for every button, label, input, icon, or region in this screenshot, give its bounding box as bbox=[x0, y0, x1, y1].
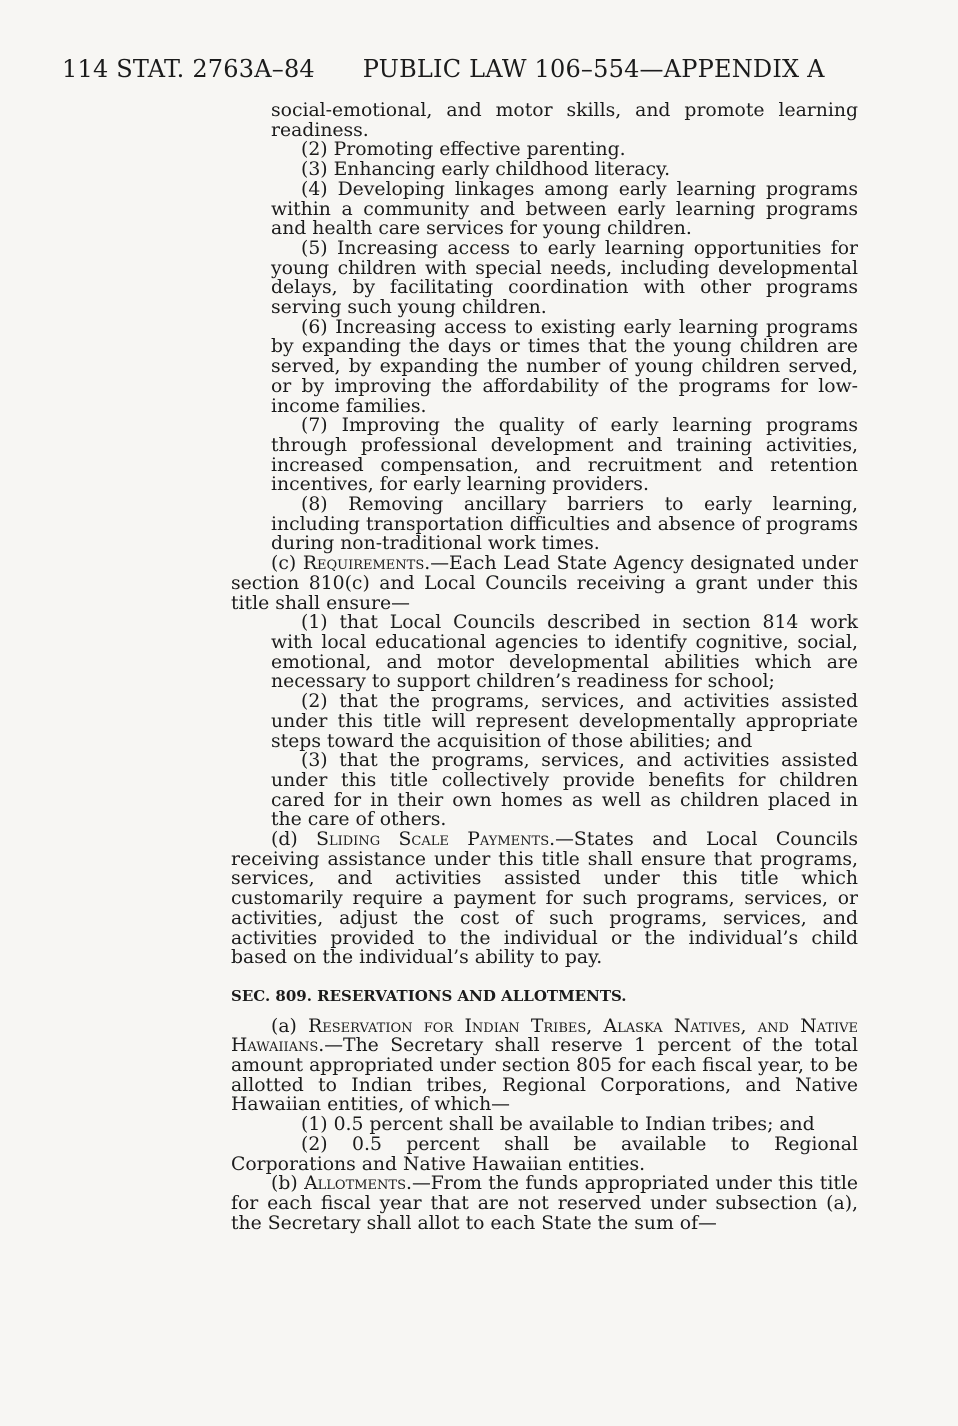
paragraph-3: (3) Enhancing early childhood literacy. bbox=[301, 159, 671, 181]
subsection-b: (b) Allotments.—From the funds appropriated under this title for each fiscal year that are not reserved under subsection (a), the Secretary shall allot to each State the sum of— bbox=[231, 1173, 858, 1234]
subsection-b-heading: Allotments bbox=[304, 1173, 406, 1195]
subsection-c-2: (2) that the programs, services, and activities assisted under this title will represent developmentally appropriate steps toward the acquisition of those abilities; and bbox=[271, 691, 858, 752]
paragraph-5: (5) Increasing access to early learning opportunities for young children with special needs, including developmental delays, by facilitating coordination with other programs serving such young children. bbox=[271, 237, 858, 319]
subsection-a: (a) Reservation for Indian Tribes, Alaska Natives, and Native Hawaiians.—The Secretary shall reserve 1 percent of the total amount appropriated under section 805 for each fiscal year, to be allotted to Indian tribes, Regional Corporations, and Native Hawaiian entities, of which— bbox=[231, 1015, 859, 1116]
paragraph-4: (4) Developing linkages among early learning programs within a community and between early learning programs and health care services for young children. bbox=[271, 178, 858, 240]
running-header bbox=[62, 55, 825, 83]
subsection-c-heading: Requirements bbox=[302, 553, 425, 575]
subsection-a-2: (2) 0.5 percent shall be available to Regional Corporations and Native Hawaiian entities. bbox=[231, 1133, 858, 1175]
body-text bbox=[231, 101, 858, 1233]
subsection-c: (c) Requirements.—Each Lead State Agency designated under section 810(c) and Local Councils receiving a grant under this title shall ensure— bbox=[231, 553, 858, 614]
subsection-d: (d) Sliding Scale Payments.—States and Local Councils receiving assistance under this title shall ensure that programs, services, and activities assisted under this title which customarily require a payment for such programs, services, or activities, adjust the cost of such programs, services, and activities provided to the individual or the individual’s child based on the individual’s ability to pay. bbox=[231, 829, 858, 969]
subsection-a-heading: Reservation for Indian Tribes, Alaska Natives, and Native Hawaiians bbox=[231, 1015, 859, 1057]
subsection-c-3: (3) that the programs, services, and activities assisted under this title collectively provide benefits for children cared for in their own homes as well as children placed in the care of others. bbox=[271, 750, 858, 831]
subsection-a-1: (1) 0.5 percent shall be available to Indian tribes; and bbox=[301, 1114, 815, 1136]
section-heading: SEC. 809. RESERVATIONS AND ALLOTMENTS. bbox=[231, 986, 627, 1005]
continued-paragraph: social-emotional, and motor skills, and promote learning readiness. bbox=[271, 100, 858, 141]
paragraph-8: (8) Removing ancillary barriers to early learning, including transportation difficulties and absence of programs during non-traditional work times. bbox=[271, 494, 858, 555]
law-title: PUBLIC LAW 106–554—APPENDIX A bbox=[362, 55, 825, 83]
subsection-c-1: (1) that Local Councils described in section 814 work with local educational agencies to identify cognitive, social, emotional, and motor developmental abilities which are necessary to support children’s readiness for school; bbox=[271, 612, 858, 693]
paragraph-2: (2) Promoting effective parenting. bbox=[301, 139, 626, 161]
paragraph-7: (7) Improving the quality of early learning programs through professional development and training activities, increased compensation, and recruitment and retention incentives, for early learning providers. bbox=[271, 415, 858, 496]
subsection-d-heading: Sliding Scale Payments bbox=[316, 829, 550, 851]
statute-citation: 114 STAT. 2763A–84 bbox=[62, 55, 315, 83]
paragraph-6: (6) Increasing access to existing early learning programs by expanding the days or times that the young children are served, by expanding the number of young children served, or by improving the affordability of the programs for low-income families. bbox=[271, 316, 858, 417]
